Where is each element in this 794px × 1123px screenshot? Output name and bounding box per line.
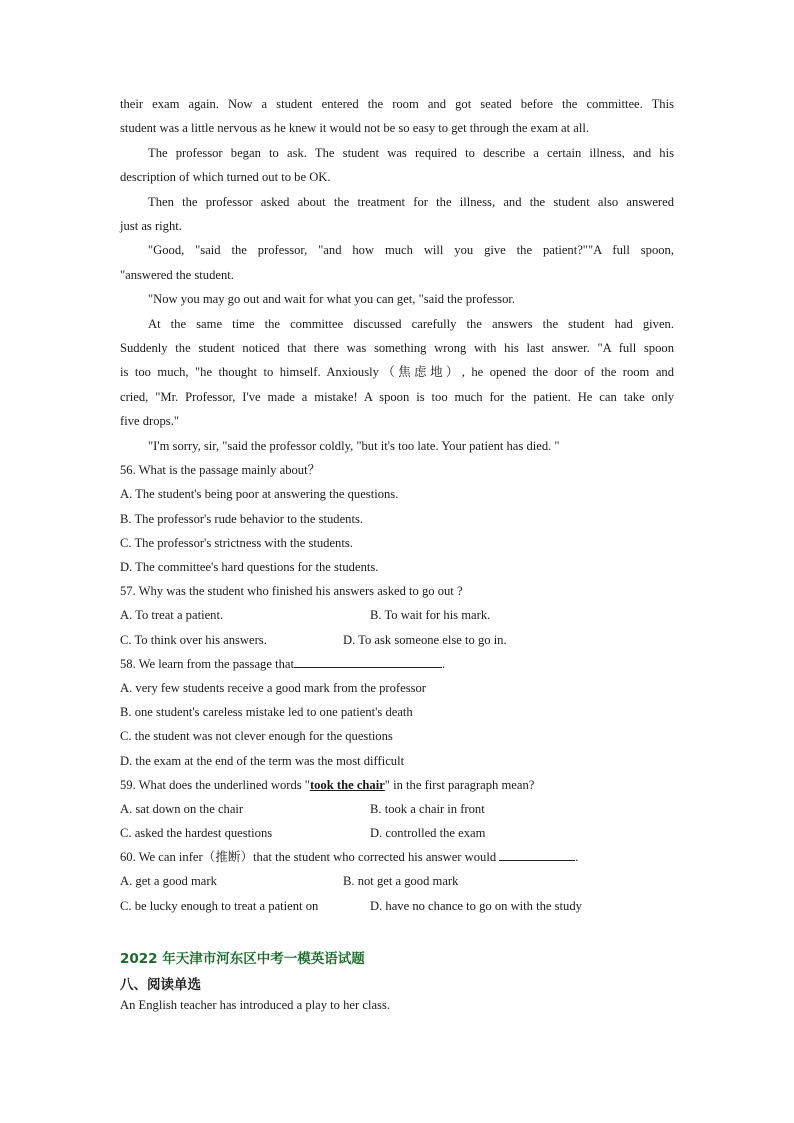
question-stem — [120, 652, 674, 676]
passage-line: The professor began to ask. The student was required to describe a certain illness, and his — [148, 145, 674, 160]
question-stem: 57. Why was the student who finished his answers asked to go out ? — [120, 584, 463, 599]
passage-line: Then the professor asked about the treatment for the illness, and the student also answered — [148, 194, 674, 209]
option-d: D. To ask someone else to go in. — [343, 632, 507, 647]
answer-blank — [499, 846, 575, 861]
option-d: D. the exam at the end of the term was the most difficult — [120, 753, 405, 768]
question-58 — [120, 652, 674, 773]
passage-intro: An English teacher has introduced a play to her class. — [120, 997, 390, 1012]
passage-line: just as right. — [120, 219, 182, 234]
question-56 — [120, 458, 674, 579]
question-60 — [120, 845, 674, 918]
option-a: A. To treat a patient. — [120, 608, 224, 623]
option-d: D. have no chance to go on with the study — [370, 898, 582, 913]
option-a: A. The student's being poor at answering the questions. — [120, 487, 399, 502]
passage-line: description of which turned out to be OK. — [120, 170, 331, 185]
option-a: A. get a good mark — [120, 874, 217, 889]
answer-blank — [294, 653, 442, 668]
passage-line: "Now you may go out and wait for what you can get, "said the professor. — [148, 292, 516, 307]
stem-text: 59. What does the underlined words " — [120, 777, 310, 792]
option-a: A. very few students receive a good mark from the professor — [120, 680, 426, 695]
option-c: C. the student was not clever enough for the questions — [120, 729, 393, 744]
question-stem: 56. What is the passage mainly about？ — [120, 463, 321, 478]
option-d: D. controlled the exam — [370, 826, 486, 841]
option-c: C. be lucky enough to treat a patient on — [120, 898, 319, 913]
document-page — [120, 92, 674, 1014]
stem-text: 60. We can infer（推断）that the student who corrected his answer would — [120, 850, 497, 865]
option-row — [120, 869, 674, 893]
option-d: D. The committee's hard questions for the students. — [120, 559, 379, 574]
passage-line: student was a little nervous as he knew it would not be so easy to get through the exam at all. — [120, 121, 590, 136]
section-subtitle: 八、阅读单选 — [120, 976, 201, 993]
exam-section-title: 2022 年天津市河东区中考一模英语试题 — [120, 950, 365, 967]
option-b: B. The professor's rude behavior to the students. — [120, 511, 364, 526]
reading-passage — [120, 92, 674, 458]
question-57 — [120, 579, 674, 652]
passage-line: "I'm sorry, sir, "said the professor coldly, "but it's too late. Your patient has died. " — [148, 438, 560, 453]
question-stem — [120, 845, 674, 869]
passage-line: "Good, "said the professor, "and how much will you give the patient?""A full spoon, — [148, 243, 674, 258]
passage-line: At the same time the committee discussed carefully the answers the student had given. — [148, 316, 674, 331]
passage-line: their exam again. Now a student entered the room and got seated before the committee. This — [120, 97, 674, 111]
option-a: A. sat down on the chair — [120, 801, 244, 816]
option-row — [120, 797, 674, 821]
option-b: B. To wait for his mark. — [370, 608, 491, 623]
option-c: C. asked the hardest questions — [120, 826, 273, 841]
option-b: B. took a chair in front — [370, 801, 485, 816]
question-59 — [120, 773, 674, 846]
option-b: B. one student's careless mistake led to one patient's death — [120, 705, 413, 720]
passage-line: cried, "Mr. Professor, I've made a mistake! A spoon is too much for the patient. He can take only — [120, 389, 674, 404]
passage-line: Suddenly the student noticed that there was something wrong with his last answer. "A full spoon — [120, 341, 674, 356]
option-row — [120, 821, 674, 845]
passage-line: "answered the student. — [120, 267, 234, 282]
option-row — [120, 603, 674, 627]
option-c: C. The professor's strictness with the students. — [120, 535, 353, 550]
option-c: C. To think over his answers. — [120, 632, 267, 647]
passage-line: five drops." — [120, 414, 180, 429]
stem-text: 58. We learn from the passage that — [120, 656, 294, 671]
underlined-words: took the chair — [309, 777, 385, 792]
passage-line: is too much, "he thought to himself. Anxiously（焦虑地）, he opened the door of the room and — [120, 365, 674, 380]
stem-end: . — [575, 850, 579, 865]
stem-text-end: " in the first paragraph mean? — [384, 777, 535, 792]
question-stem — [120, 773, 674, 797]
stem-end: . — [441, 656, 446, 671]
option-row — [120, 628, 674, 652]
option-row — [120, 894, 674, 918]
option-b: B. not get a good mark — [343, 874, 459, 889]
